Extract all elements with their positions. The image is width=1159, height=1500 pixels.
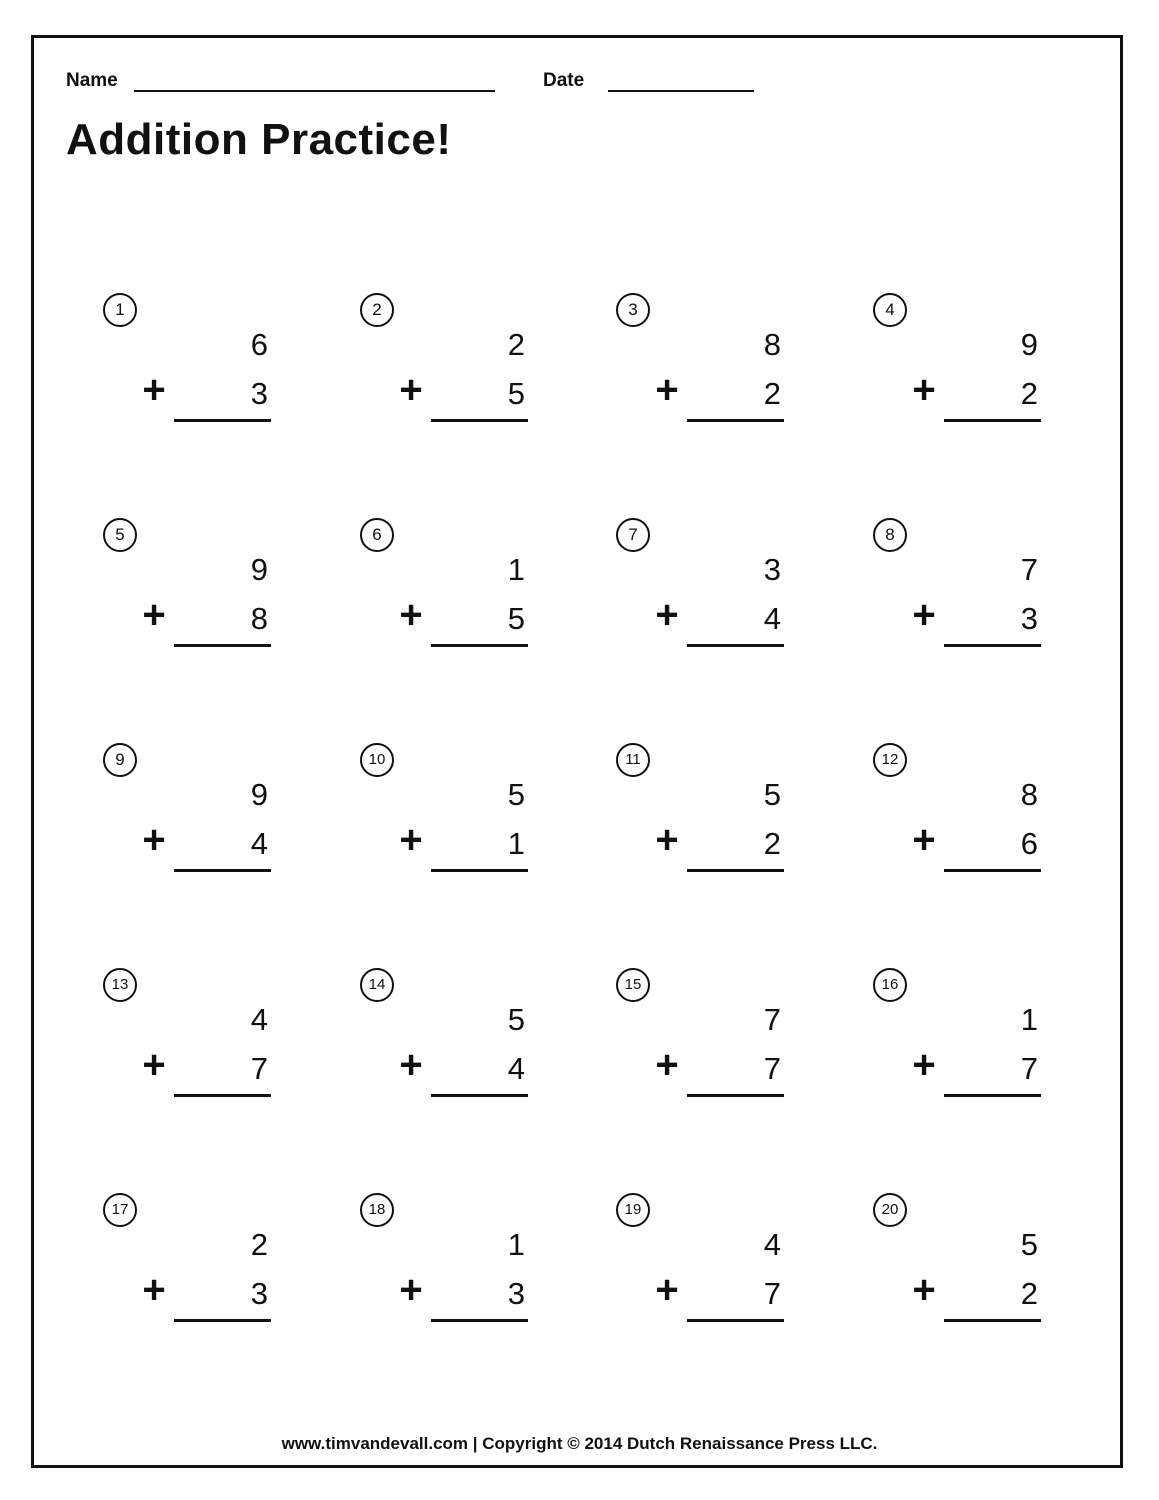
plus-icon: +	[655, 818, 679, 862]
bottom-addend: 4	[250, 826, 268, 861]
problem-20	[870, 1192, 1070, 1332]
plus-icon: +	[655, 1268, 679, 1312]
problem-number: 11	[616, 743, 650, 777]
problem-13	[100, 967, 300, 1107]
plus-icon: +	[912, 818, 936, 862]
bottom-addend: 2	[1020, 1276, 1038, 1311]
answer-line[interactable]	[687, 1094, 784, 1097]
plus-icon: +	[912, 593, 936, 637]
bottom-addend: 3	[250, 376, 268, 411]
top-addend: 2	[507, 327, 525, 362]
date-line[interactable]	[608, 90, 754, 92]
problem-1	[100, 292, 300, 432]
problem-number: 9	[103, 743, 137, 777]
answer-line[interactable]	[431, 419, 528, 422]
problem-number: 14	[360, 968, 394, 1002]
problem-number: 17	[103, 1193, 137, 1227]
answer-line[interactable]	[174, 419, 271, 422]
name-label: Name	[66, 70, 118, 91]
bottom-addend: 6	[1020, 826, 1038, 861]
top-addend: 4	[763, 1227, 781, 1262]
bottom-addend: 7	[763, 1276, 781, 1311]
top-addend: 5	[763, 777, 781, 812]
problem-number: 13	[103, 968, 137, 1002]
plus-icon: +	[912, 1268, 936, 1312]
top-addend: 3	[763, 552, 781, 587]
worksheet-title: Addition Practice!	[66, 115, 452, 164]
problem-number: 3	[616, 293, 650, 327]
top-addend: 1	[507, 552, 525, 587]
problem-number: 12	[873, 743, 907, 777]
plus-icon: +	[142, 818, 166, 862]
problem-number: 4	[873, 293, 907, 327]
bottom-addend: 5	[507, 601, 525, 636]
top-addend: 1	[1020, 1002, 1038, 1037]
bottom-addend: 3	[507, 1276, 525, 1311]
plus-icon: +	[399, 818, 423, 862]
problem-5	[100, 517, 300, 657]
problem-grid	[100, 292, 1110, 1362]
bottom-addend: 1	[507, 826, 525, 861]
bottom-addend: 2	[763, 826, 781, 861]
answer-line[interactable]	[687, 419, 784, 422]
problem-8	[870, 517, 1070, 657]
problem-17	[100, 1192, 300, 1332]
plus-icon: +	[399, 1043, 423, 1087]
problem-number: 2	[360, 293, 394, 327]
bottom-addend: 7	[250, 1051, 268, 1086]
plus-icon: +	[655, 593, 679, 637]
plus-icon: +	[399, 368, 423, 412]
answer-line[interactable]	[944, 869, 1041, 872]
top-addend: 8	[763, 327, 781, 362]
bottom-addend: 3	[1020, 601, 1038, 636]
problem-number: 5	[103, 518, 137, 552]
problem-15	[613, 967, 813, 1107]
top-addend: 7	[763, 1002, 781, 1037]
bottom-addend: 7	[1020, 1051, 1038, 1086]
top-addend: 5	[1020, 1227, 1038, 1262]
bottom-addend: 4	[507, 1051, 525, 1086]
top-addend: 1	[507, 1227, 525, 1262]
plus-icon: +	[142, 593, 166, 637]
top-addend: 5	[507, 1002, 525, 1037]
top-addend: 5	[507, 777, 525, 812]
plus-icon: +	[142, 1268, 166, 1312]
plus-icon: +	[399, 593, 423, 637]
problem-3	[613, 292, 813, 432]
problem-number: 18	[360, 1193, 394, 1227]
answer-line[interactable]	[431, 1319, 528, 1322]
problem-2	[357, 292, 557, 432]
date-label: Date	[543, 70, 585, 91]
bottom-addend: 7	[763, 1051, 781, 1086]
answer-line[interactable]	[687, 644, 784, 647]
problem-number: 19	[616, 1193, 650, 1227]
bottom-addend: 5	[507, 376, 525, 411]
problem-14	[357, 967, 557, 1107]
top-addend: 4	[250, 1002, 268, 1037]
plus-icon: +	[655, 368, 679, 412]
plus-icon: +	[399, 1268, 423, 1312]
top-addend: 7	[1020, 552, 1038, 587]
problem-9	[100, 742, 300, 882]
problem-number: 6	[360, 518, 394, 552]
name-line[interactable]	[134, 90, 495, 92]
plus-icon: +	[655, 1043, 679, 1087]
answer-line[interactable]	[687, 1319, 784, 1322]
problem-12	[870, 742, 1070, 882]
problem-6	[357, 517, 557, 657]
answer-line[interactable]	[431, 644, 528, 647]
top-addend: 9	[250, 552, 268, 587]
answer-line[interactable]	[174, 1319, 271, 1322]
problem-16	[870, 967, 1070, 1107]
answer-line[interactable]	[944, 1319, 1041, 1322]
bottom-addend: 8	[250, 601, 268, 636]
problem-10	[357, 742, 557, 882]
answer-line[interactable]	[431, 869, 528, 872]
problem-4	[870, 292, 1070, 432]
answer-line[interactable]	[174, 644, 271, 647]
bottom-addend: 3	[250, 1276, 268, 1311]
problem-number: 16	[873, 968, 907, 1002]
plus-icon: +	[912, 1043, 936, 1087]
bottom-addend: 4	[763, 601, 781, 636]
bottom-addend: 2	[763, 376, 781, 411]
problem-number: 20	[873, 1193, 907, 1227]
top-addend: 8	[1020, 777, 1038, 812]
top-addend: 2	[250, 1227, 268, 1262]
plus-icon: +	[912, 368, 936, 412]
answer-line[interactable]	[431, 1094, 528, 1097]
footer-copyright: www.timvandevall.com | Copyright © 2014 Dutch Renaissance Press LLC.	[281, 1434, 878, 1453]
answer-line[interactable]	[174, 869, 271, 872]
top-addend: 9	[1020, 327, 1038, 362]
answer-line[interactable]	[944, 644, 1041, 647]
problem-19	[613, 1192, 813, 1332]
problem-7	[613, 517, 813, 657]
answer-line[interactable]	[944, 1094, 1041, 1097]
problem-number: 15	[616, 968, 650, 1002]
problem-number: 7	[616, 518, 650, 552]
problem-11	[613, 742, 813, 882]
problem-18	[357, 1192, 557, 1332]
header-fields	[66, 68, 786, 94]
plus-icon: +	[142, 1043, 166, 1087]
top-addend: 9	[250, 777, 268, 812]
problem-number: 10	[360, 743, 394, 777]
problem-number: 1	[103, 293, 137, 327]
answer-line[interactable]	[944, 419, 1041, 422]
bottom-addend: 2	[1020, 376, 1038, 411]
problem-number: 8	[873, 518, 907, 552]
plus-icon: +	[142, 368, 166, 412]
top-addend: 6	[250, 327, 268, 362]
answer-line[interactable]	[174, 1094, 271, 1097]
answer-line[interactable]	[687, 869, 784, 872]
